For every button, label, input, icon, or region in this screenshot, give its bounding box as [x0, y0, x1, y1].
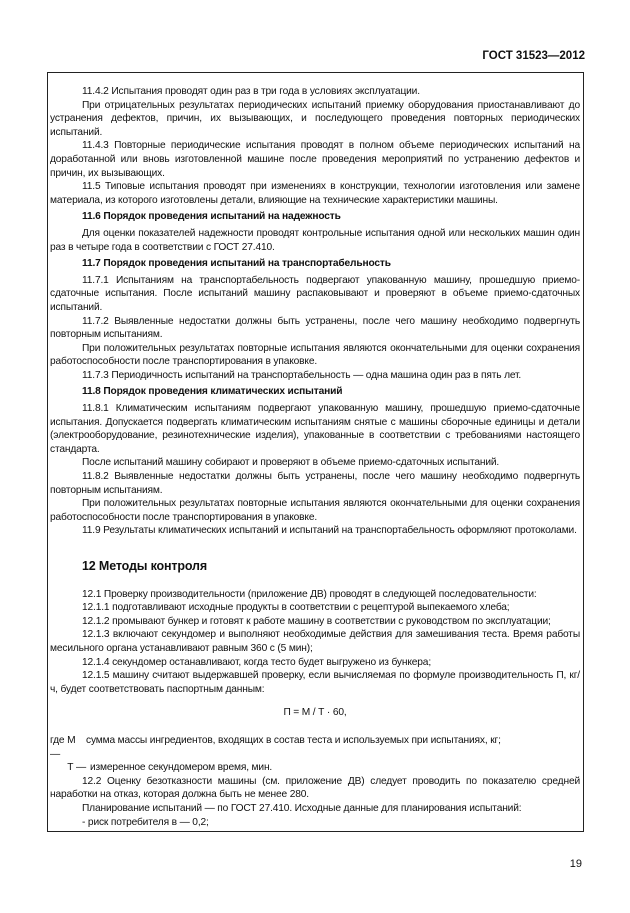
formula: П = М / Т · 60,: [283, 707, 347, 719]
paragraph: 12.1 Проверку производительности (приложение ДВ) проводят в следующей последовательности:: [82, 588, 537, 600]
paragraph: 11.7.1 Испытаниям на транспортабельность подвергают упакованную машину, прошедшую приемо-сдаточные испытания. После испытаний машину распаковывают и проверяют в объеме приемо-сдаточных испытаний.: [50, 274, 580, 313]
paragraph: При отрицательных результатах периодических испытаний приемку оборудования приостанавливают до устранения дефектов, причин, их вызывающих, и последующего проведения повторных периодических испытаний.: [50, 99, 580, 138]
paragraph: 12.1.1 подготавливают исходные продукты в соответствии с рецептурой выпекаемого хлеба;: [82, 602, 510, 614]
paragraph: - риск потребителя в — 0,2;: [82, 816, 209, 828]
paragraph: 11.4.3 Повторные периодические испытания проводят в полном объеме периодических испытаний на доработанной или вновь изготовленной машине после проведения мероприятий по устранению дефектов и причин, их вызывающих.: [50, 140, 580, 179]
paragraph: 12.1.3 включают секундомер и выполняют необходимые действия для замешивания теста. Время работы месильного органа устанавливают равным 360 с (5 мин);: [50, 629, 580, 654]
paragraph: После испытаний машину собирают и проверяют в объеме приемо-сдаточных испытаний.: [82, 457, 500, 469]
paragraph: 11.8.1 Климатическим испытаниям подвергают упакованную машину, прошедшую приемо-сдаточные испытания. Допускается подвергать климатическим испытаниям снятые с машины сборочные единицы и детали (электрооборудование, резинотехнические изделия), упакованные в соответствии с требованиями настоящего стандарта.: [50, 403, 580, 455]
paragraph: 12.1.5 машину считают выдержавшей проверку, если вычисляемая по формуле производительность П, кг/ч, будет соответствовать паспортным данным:: [50, 670, 580, 695]
section-heading: 11.7 Порядок проведения испытаний на транспортабельность: [82, 258, 391, 270]
paragraph: 11.9 Результаты климатических испытаний и испытаний на транспортабельность оформляют протоколами.: [82, 525, 577, 537]
formula-legend-row: [50, 734, 580, 761]
paragraph: При положительных результатах повторные испытания являются окончательными для оценки сохранения работоспособности после транспортирования в упаковке.: [50, 342, 580, 368]
chapter-heading: 12 Методы контроля: [82, 559, 207, 573]
formula-legend-row: [50, 761, 580, 775]
paragraph: 12.1.4 секундомер останавливают, когда тесто будет выгружено из бункера;: [82, 656, 432, 668]
paragraph: 11.7.3 Периодичность испытаний на транспортабельность — одна машина один раз в пять лет.: [82, 369, 522, 381]
legend-key: Т —: [67, 762, 86, 774]
page-number: 19: [569, 858, 582, 870]
section-heading: 11.8 Порядок проведения климатических испытаний: [82, 386, 343, 398]
legend-key: где М —: [50, 734, 76, 760]
section-heading: 11.6 Порядок проведения испытаний на надежность: [82, 211, 341, 223]
document-header: ГОСТ 31523—2012: [482, 50, 585, 62]
page-content: [50, 85, 580, 829]
paragraph: Для оценки показателей надежности проводят контрольные испытания одной или нескольких машин один раз в четыре года в соответствии с ГОСТ 27.410.: [50, 227, 580, 253]
paragraph: 11.8.2 Выявленные недостатки должны быть устранены, после чего машину необходимо подвергнуть повторным испытаниям.: [50, 471, 580, 496]
paragraph: 11.7.2 Выявленные недостатки должны быть устранены, после чего машину необходимо подвергнуть повторным испытаниям.: [50, 315, 580, 341]
paragraph: Планирование испытаний — по ГОСТ 27.410. Исходные данные для планирования испытаний:: [82, 802, 522, 814]
legend-value: измеренное секундомером время, мин.: [90, 762, 273, 774]
legend-value: сумма массы ингредиентов, входящих в состав теста и используемых при испытаниях, кг;: [86, 734, 501, 746]
paragraph: При положительных результатах повторные испытания являются окончательными для оценки сохранения работоспособности после транспортирования в упаковке.: [50, 498, 580, 523]
paragraph: 11.4.2 Испытания проводят один раз в три года в условиях эксплуатации.: [82, 86, 420, 97]
paragraph: 11.5 Типовые испытания проводят при изменениях в конструкции, технологии изготовления или замене материала, из которого изготовлены детали, влияющие на технические характеристики машины.: [50, 181, 580, 206]
paragraph: 12.1.2 промывают бункер и готовят к работе машину в соответствии с руководством по эксплуатации;: [82, 615, 551, 627]
paragraph: 12.2 Оценку безотказности машины (см. приложение ДВ) следует проводить по показателю средней наработки на отказ, которая должна быть не менее 280.: [50, 775, 580, 801]
